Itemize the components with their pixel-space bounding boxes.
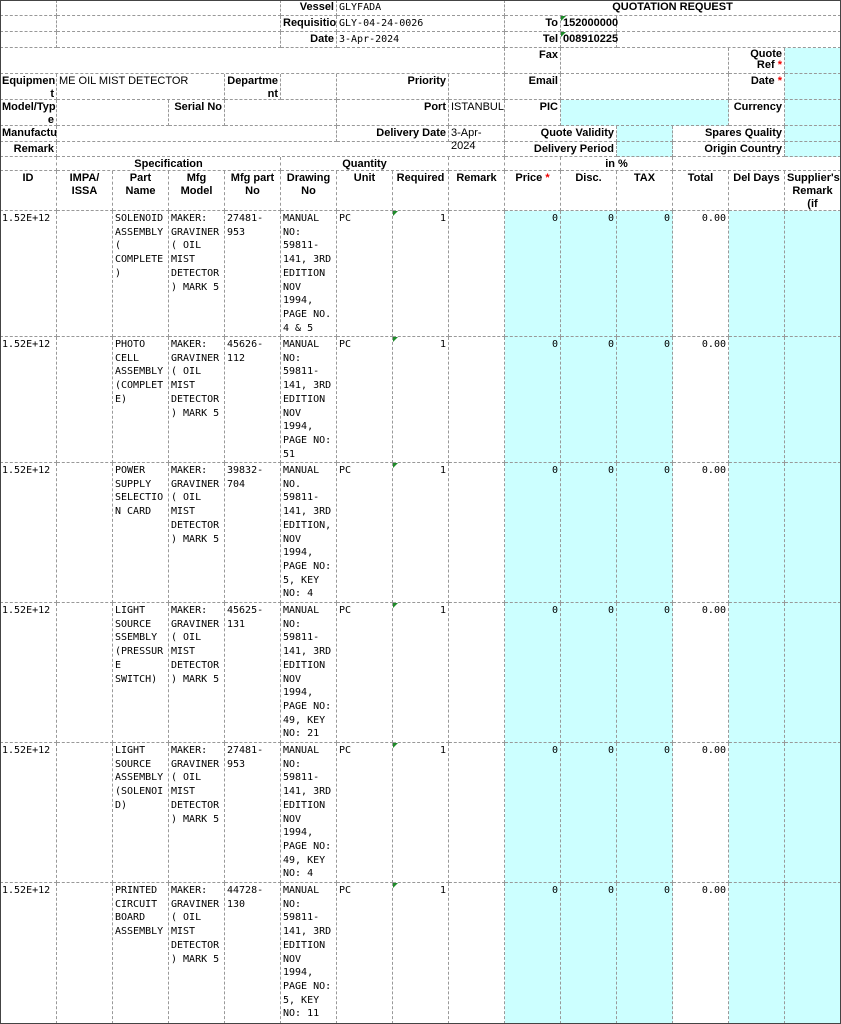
cell-drawing[interactable]: MANUAL NO: 59811- 141, 3RD EDITION NOV 1994, PAGE NO: 49, KEY NO: 4 bbox=[281, 743, 337, 883]
cell-required[interactable]: 1 bbox=[393, 337, 449, 463]
cell-mfg-model[interactable]: MAKER: GRAVINER ( OIL MIST DETECTOR ) MARK 5 bbox=[169, 337, 225, 463]
cell-blank[interactable] bbox=[0, 16, 57, 32]
cell-blank bbox=[505, 157, 561, 171]
cell-impa[interactable] bbox=[57, 337, 113, 463]
cell-mfg-model[interactable]: MAKER: GRAVINER ( OIL MIST DETECTOR ) MARK 5 bbox=[169, 743, 225, 883]
cell-part-name[interactable]: PRINTED CIRCUIT BOARD ASSEMBLY bbox=[113, 883, 169, 1024]
cell-total[interactable]: 0.00 bbox=[673, 743, 729, 883]
cell-tax[interactable]: 0 bbox=[617, 603, 673, 743]
cell-blank[interactable] bbox=[57, 16, 281, 32]
cell-del-days[interactable] bbox=[729, 883, 785, 1024]
cell-impa[interactable] bbox=[57, 463, 113, 603]
cell-remark[interactable] bbox=[449, 883, 505, 1024]
column-header-total: Total bbox=[673, 171, 729, 211]
cell-blank bbox=[449, 157, 505, 171]
column-header-price: Price * bbox=[505, 171, 561, 211]
priority-label: Priority bbox=[337, 74, 449, 100]
port-value[interactable]: ISTANBUL bbox=[449, 100, 505, 126]
cell-disc[interactable]: 0 bbox=[561, 883, 617, 1024]
equipment-value[interactable]: ME OIL MIST DETECTOR bbox=[57, 74, 225, 100]
cell-disc[interactable]: 0 bbox=[561, 743, 617, 883]
cell-remark[interactable] bbox=[449, 743, 505, 883]
tel-label: Tel bbox=[505, 32, 561, 48]
quote-validity-input[interactable] bbox=[617, 126, 673, 142]
cell-tax[interactable]: 0 bbox=[617, 463, 673, 603]
cell-blank[interactable] bbox=[617, 32, 841, 48]
cell-impa[interactable] bbox=[57, 883, 113, 1024]
cell-disc[interactable]: 0 bbox=[561, 603, 617, 743]
delivery-period-label: Delivery Period bbox=[505, 142, 617, 157]
percent-group-header: in % bbox=[561, 157, 673, 171]
model-type-label: Model/Typ e bbox=[2, 101, 56, 126]
cell-drawing[interactable]: MANUAL NO: 59811- 141, 3RD EDITION NOV 1994, PAGE NO: 49, KEY NO: 21 bbox=[281, 603, 337, 743]
cell-del-days[interactable] bbox=[729, 337, 785, 463]
vessel-value[interactable]: GLYFADA bbox=[337, 0, 505, 16]
origin-country-label: Origin Country bbox=[673, 142, 785, 157]
quote-date-input[interactable] bbox=[785, 74, 841, 100]
remark-value[interactable] bbox=[57, 142, 505, 157]
quote-ref-label: Quote Ref * bbox=[729, 48, 785, 74]
cell-mfg-part[interactable]: 45625- 131 bbox=[225, 603, 281, 743]
cell-supplier-remark[interactable] bbox=[785, 463, 841, 603]
cell-id[interactable]: 1.52E+12 bbox=[0, 743, 57, 883]
tel-value[interactable]: 008910225 bbox=[561, 32, 617, 48]
cell-supplier-remark[interactable] bbox=[785, 883, 841, 1024]
cell-part-name[interactable]: PHOTO CELL ASSEMBLY (COMPLET E) bbox=[113, 337, 169, 463]
cell-unit[interactable]: PC bbox=[337, 337, 393, 463]
cell-unit[interactable]: PC bbox=[337, 743, 393, 883]
column-header-unit: Unit bbox=[337, 171, 393, 211]
specification-group-header: Specification bbox=[57, 157, 281, 171]
cell-id[interactable]: 1.52E+12 bbox=[0, 883, 57, 1024]
serial-value[interactable] bbox=[225, 100, 337, 126]
column-header-mfg-model: Mfg Model bbox=[169, 171, 225, 211]
serial-label: Serial No bbox=[169, 100, 225, 126]
cell-unit[interactable]: PC bbox=[337, 883, 393, 1024]
cell-mfg-model[interactable]: MAKER: GRAVINER ( OIL MIST DETECTOR ) MARK 5 bbox=[169, 603, 225, 743]
cell-impa[interactable] bbox=[57, 603, 113, 743]
equipment-label: Equipmen t bbox=[2, 75, 56, 100]
cell-remark[interactable] bbox=[449, 211, 505, 337]
remark-label: Remark bbox=[0, 142, 57, 157]
cell-del-days[interactable] bbox=[729, 743, 785, 883]
cell-tax[interactable]: 0 bbox=[617, 337, 673, 463]
priority-value[interactable] bbox=[449, 74, 505, 100]
column-header-required: Required bbox=[393, 171, 449, 211]
delivery-date-label: Delivery Date bbox=[337, 126, 449, 142]
cell-mfg-part[interactable]: 39832- 704 bbox=[225, 463, 281, 603]
cell-id[interactable]: 1.52E+12 bbox=[0, 211, 57, 337]
spares-quality-input[interactable] bbox=[785, 126, 841, 142]
model-type-value[interactable] bbox=[57, 100, 169, 126]
cell-price[interactable]: 0 bbox=[505, 337, 561, 463]
column-header-remark: Remark bbox=[449, 171, 505, 211]
cell-tax[interactable]: 0 bbox=[617, 883, 673, 1024]
cell-del-days[interactable] bbox=[729, 603, 785, 743]
cell-required[interactable]: 1 bbox=[393, 211, 449, 337]
cell-supplier-remark[interactable] bbox=[785, 211, 841, 337]
column-header-tax: TAX bbox=[617, 171, 673, 211]
cell-mfg-part[interactable]: 27481- 953 bbox=[225, 211, 281, 337]
cell-price[interactable]: 0 bbox=[505, 463, 561, 603]
cell-disc[interactable]: 0 bbox=[561, 211, 617, 337]
cell-required[interactable]: 1 bbox=[393, 743, 449, 883]
requisition-label: Requisitio bbox=[281, 16, 337, 32]
cell-remark[interactable] bbox=[449, 603, 505, 743]
date-value[interactable]: 3-Apr-2024 bbox=[337, 32, 505, 48]
fax-value[interactable] bbox=[561, 48, 729, 74]
cell-del-days[interactable] bbox=[729, 463, 785, 603]
origin-country-input[interactable] bbox=[785, 142, 841, 157]
date-label: Date bbox=[281, 32, 337, 48]
cell-blank[interactable] bbox=[0, 32, 57, 48]
cell-blank[interactable] bbox=[617, 16, 841, 32]
pic-label: PIC bbox=[505, 100, 561, 126]
cell-price[interactable]: 0 bbox=[505, 211, 561, 337]
cell-blank[interactable] bbox=[57, 32, 281, 48]
cell-drawing[interactable]: MANUAL NO. 59811- 141, 3RD EDITION, NOV 1994, PAGE NO: 5, KEY NO: 4 bbox=[281, 463, 337, 603]
cell-total[interactable]: 0.00 bbox=[673, 337, 729, 463]
cell-tax[interactable]: 0 bbox=[617, 211, 673, 337]
cell-disc[interactable]: 0 bbox=[561, 337, 617, 463]
cell-part-name[interactable]: SOLENOID ASSEMBLY ( COMPLETE ) bbox=[113, 211, 169, 337]
cell-mfg-model[interactable]: MAKER: GRAVINER ( OIL MIST DETECTOR ) MARK 5 bbox=[169, 211, 225, 337]
cell-unit[interactable]: PC bbox=[337, 463, 393, 603]
currency-label: Currency bbox=[729, 100, 785, 126]
cell-impa[interactable] bbox=[57, 211, 113, 337]
quote-validity-label: Quote Validity bbox=[505, 126, 617, 142]
column-header-impa: IMPA/ ISSA bbox=[57, 171, 113, 211]
fax-label: Fax bbox=[505, 48, 561, 74]
delivery-period-input[interactable] bbox=[617, 142, 673, 157]
cell-id[interactable]: 1.52E+12 bbox=[0, 337, 57, 463]
cell-required[interactable]: 1 bbox=[393, 883, 449, 1024]
manufacturer-label: Manufactu bbox=[0, 126, 57, 142]
requisition-value[interactable]: GLY-04-24-0026 bbox=[337, 16, 505, 32]
cell-mfg-part[interactable]: 45626- 112 bbox=[225, 337, 281, 463]
delivery-date-value[interactable]: 3-Apr-2024 bbox=[449, 126, 505, 142]
department-value[interactable] bbox=[281, 74, 337, 100]
cell-remark[interactable] bbox=[449, 337, 505, 463]
column-header-disc: Disc. bbox=[561, 171, 617, 211]
column-header-del-days: Del Days bbox=[729, 171, 785, 211]
cell-unit[interactable]: PC bbox=[337, 603, 393, 743]
cell-drawing[interactable]: MANUAL NO: 59811- 141, 3RD EDITION NOV 1994, PAGE NO: 51 bbox=[281, 337, 337, 463]
cell-blank bbox=[673, 157, 841, 171]
column-header-part-name: Part Name bbox=[113, 171, 169, 211]
cell-blank bbox=[0, 157, 57, 171]
column-header-mfg-part: Mfg part No bbox=[225, 171, 281, 211]
to-label: To bbox=[505, 16, 561, 32]
cell-total[interactable]: 0.00 bbox=[673, 463, 729, 603]
spares-quality-label: Spares Quality bbox=[673, 126, 785, 142]
quote-ref-input[interactable] bbox=[785, 48, 841, 74]
cell-supplier-remark[interactable] bbox=[785, 743, 841, 883]
cell-price[interactable]: 0 bbox=[505, 743, 561, 883]
cell-price[interactable]: 0 bbox=[505, 603, 561, 743]
cell-blank[interactable] bbox=[0, 48, 505, 74]
cell-blank[interactable] bbox=[57, 0, 281, 16]
column-header-supplier-remark: Supplier's Remark (if bbox=[787, 172, 840, 210]
vessel-label: Vessel bbox=[281, 0, 337, 16]
quote-date-label: Date * bbox=[729, 74, 785, 100]
column-header-id: ID bbox=[0, 171, 57, 211]
cell-supplier-remark[interactable] bbox=[785, 603, 841, 743]
email-label: Email bbox=[505, 74, 561, 100]
cell-disc[interactable]: 0 bbox=[561, 463, 617, 603]
cell-drawing[interactable]: MANUAL NO: 59811- 141, 3RD EDITION NOV 1994, PAGE NO: 5, KEY NO: 11 bbox=[281, 883, 337, 1024]
email-value[interactable] bbox=[561, 74, 729, 100]
cell-id[interactable]: 1.52E+12 bbox=[0, 603, 57, 743]
cell-mfg-model[interactable]: MAKER: GRAVINER ( OIL MIST DETECTOR ) MARK 5 bbox=[169, 463, 225, 603]
port-label: Port bbox=[337, 100, 449, 126]
cell-id[interactable]: 1.52E+12 bbox=[0, 463, 57, 603]
cell-part-name[interactable]: POWER SUPPLY SELECTIO N CARD bbox=[113, 463, 169, 603]
currency-input[interactable] bbox=[785, 100, 841, 126]
cell-total[interactable]: 0.00 bbox=[673, 603, 729, 743]
pic-input[interactable] bbox=[561, 100, 729, 126]
cell-part-name[interactable]: LIGHT SOURCE ASSEMBLY (SOLENOI D) bbox=[113, 743, 169, 883]
cell-total[interactable]: 0.00 bbox=[673, 883, 729, 1024]
cell-drawing[interactable]: MANUAL NO: 59811- 141, 3RD EDITION NOV 1994, PAGE NO. 4 & 5 bbox=[281, 211, 337, 337]
cell-mfg-part[interactable]: 27481- 953 bbox=[225, 743, 281, 883]
quantity-group-header: Quantity bbox=[281, 157, 449, 171]
department-label: Departme nt bbox=[225, 74, 281, 100]
cell-del-days[interactable] bbox=[729, 211, 785, 337]
sheet-title: QUOTATION REQUEST bbox=[505, 0, 841, 16]
cell-required[interactable]: 1 bbox=[393, 463, 449, 603]
cell-unit[interactable]: PC bbox=[337, 211, 393, 337]
column-header-drawing: Drawing No bbox=[281, 171, 337, 211]
cell-supplier-remark[interactable] bbox=[785, 337, 841, 463]
cell-impa[interactable] bbox=[57, 743, 113, 883]
cell-remark[interactable] bbox=[449, 463, 505, 603]
cell-total[interactable]: 0.00 bbox=[673, 211, 729, 337]
manufacturer-value[interactable] bbox=[57, 126, 337, 142]
cell-blank[interactable] bbox=[0, 0, 57, 16]
cell-mfg-part[interactable]: 44728- 130 bbox=[225, 883, 281, 1024]
cell-part-name[interactable]: LIGHT SOURCE SSEMBLY (PRESSUR E SWITCH) bbox=[113, 603, 169, 743]
cell-required[interactable]: 1 bbox=[393, 603, 449, 743]
cell-mfg-model[interactable]: MAKER: GRAVINER ( OIL MIST DETECTOR ) MARK 5 bbox=[169, 883, 225, 1024]
cell-price[interactable]: 0 bbox=[505, 883, 561, 1024]
cell-tax[interactable]: 0 bbox=[617, 743, 673, 883]
to-value[interactable]: 152000000 bbox=[561, 16, 617, 32]
